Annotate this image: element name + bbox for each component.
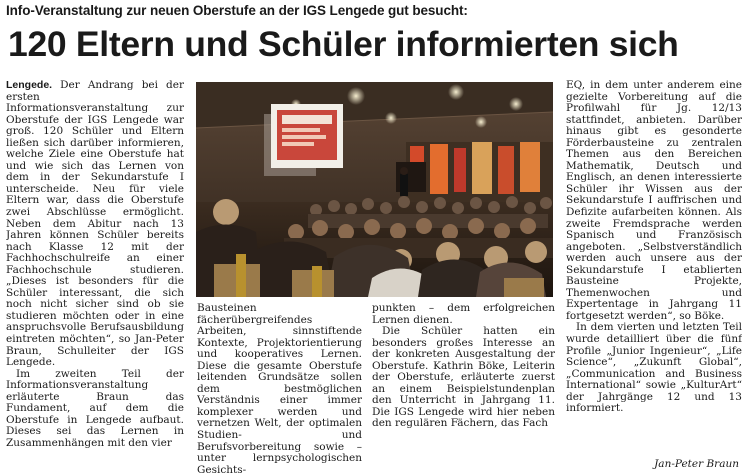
paragraph-1-text: Der Andrang bei der ersten Informationsveranstaltung zur Oberstufe der IGS Lengede war groß. 120 Schüler und Eltern ließen sich darüber informieren, welche Ziele eine Oberstufe hat und wie sich das Lernen von dem in der Sekundarstufe I unterscheide. Neu für viele Eltern war, dass die Oberstufe zwei Abschlüsse ermöglicht. Neben dem Abitur nach 13 Jahren können Schüler bereits nach Klasse 12 mit der Fachhochschulreife an einer Fachhochschule studieren. „Dieses ist besonders für die Schüler interessant, die sich noch nicht sicher sind ob sie studieren möchten oder in eine anspruchsvolle Berufsausbildung eintreten möchten“, so Jan-Peter Braun, Schulleiter der IGS Lengede.	[6, 80, 184, 369]
paragraph-2: Im zweiten Teil der Informationsveranstaltung erläuterte Braun das Fundament, auf dem die Oberstufe in Lengede aufbaut. Dieses sei das Lernen in Zusammenhängen mit den vier	[6, 367, 184, 449]
article-column-2	[197, 303, 362, 476]
event-photo	[196, 82, 553, 297]
paragraph-4: punkten – dem erfolgreichen Lernen dienen.	[372, 303, 555, 326]
paragraph-6: EQ, in dem unter anderem eine gezielte Vorbereitung auf die Profilwahl für Jg. 12/13 stattfindet, anbieten. Darüber hinaus gibt es gesonderte Förderbausteine zu zentralen Themen aus den Bereichen Mathematik, Deutsch und Englisch, an denen interessierte Schüler ihr Wissen aus der Sekundarstufe I auffrischen und Defizite aufarbeiten können. Als zweite Fremdsprache werden Spanisch und Französisch angeboten. „Selbstverständlich werden auch unsere aus der Sekundarstufe I etablierten Bausteine Projekte, Themenwochen und Expertentage in Jahrgang 11 fortgesetzt werden“, so Böke.	[566, 80, 742, 322]
paragraph-7: In dem vierten und letzten Teil wurde detailliert über die fünf Profile „Junior Ingenieur“, „Life Science“, „Zukunft Global“, „Communication and Business International“ sowie „KulturArt“ der Jahrgänge 12 und 13 informiert.	[566, 321, 742, 415]
article-column-1	[6, 80, 184, 476]
audience-photo-icon	[196, 82, 553, 297]
paragraph-1	[6, 80, 184, 369]
article-headline: 120 Eltern und Schüler informierten sich	[8, 24, 679, 64]
paragraph-3: Bausteinen fächerübergreifendes Arbeiten, sinnstiftende Kontexte, Projektorientierung und kooperatives Lernen. Diese die gesamte Oberstufe leitenden Grundsätze sollen dem bestmöglichen Verständnis einer immer komplexer werden und vernetzen Welt, der optimalen Studien- und Berufsvorbereitung sowie – unter lernpsychologischen Gesichts-	[197, 303, 362, 476]
dateline: Lengede.	[6, 80, 53, 91]
article-column-3	[372, 303, 555, 476]
article-kicker: Info-Veranstaltung zur neuen Oberstufe an der IGS Lengede gut besucht:	[6, 3, 468, 18]
author-byline: Jan-Peter Braun	[654, 458, 739, 470]
paragraph-5: Die Schüler hatten ein besonders großes Interesse an der konkreten Ausgestaltung der Oberstufe. Kathrin Böke, Leiterin der Oberstufe, erläuterte zuerst an einem Beispielstundenplan den Unterricht in Jahrgang 11. Die IGS Lengede wird hier neben den regulären Fächern, das Fach	[372, 325, 555, 430]
article-column-4	[566, 80, 742, 460]
